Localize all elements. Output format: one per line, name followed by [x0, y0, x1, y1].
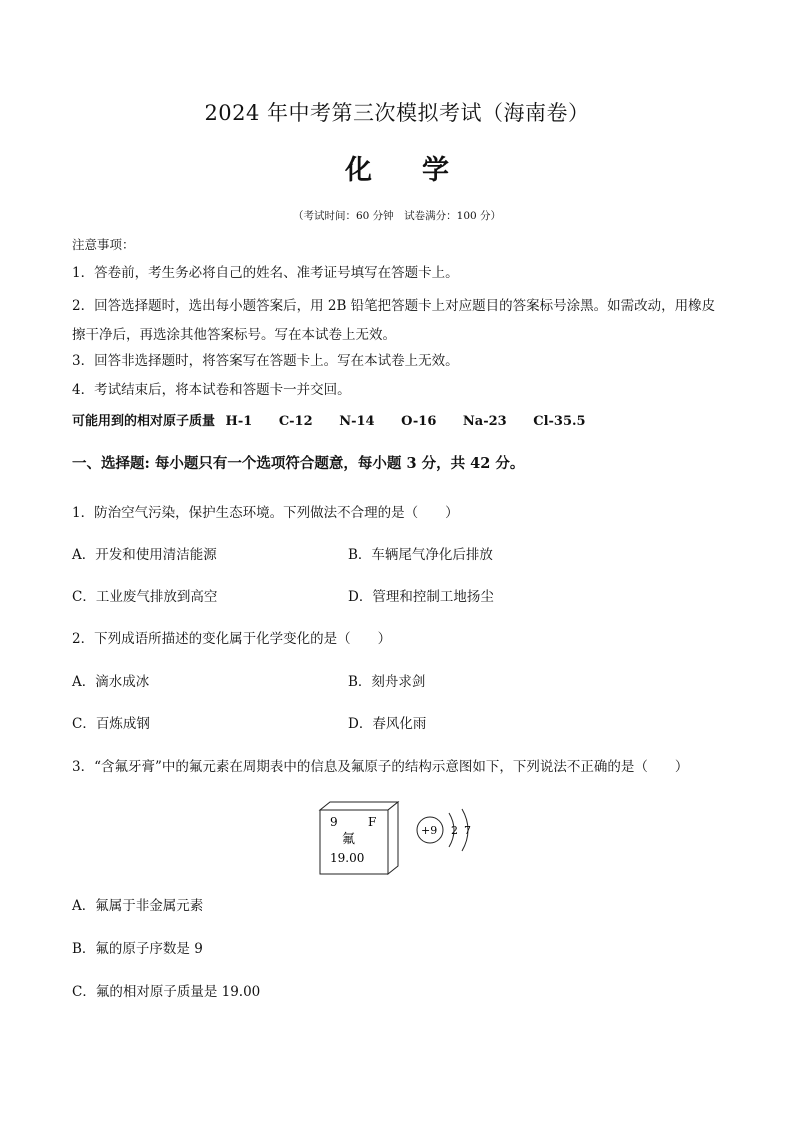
atomic-mass-na: Na-23: [462, 414, 507, 429]
nucleus-charge: +9: [421, 824, 438, 837]
section-heading: [72, 452, 524, 473]
atomic-mass-c: C-12: [278, 414, 313, 429]
question-1-option-b: B．车辆尾气净化后排放: [348, 547, 493, 563]
notice-title: 注意事项：: [72, 237, 135, 252]
element-number: 9: [330, 815, 338, 829]
question-3-option-b: B．氟的原子序数是 9: [72, 941, 203, 957]
atom-structure: [417, 809, 471, 851]
question-1-stem: 1．防治空气污染，保护生态环境。下列做法不合理的是（ ）: [72, 505, 459, 521]
atomic-masses-label: 可能用到的相对原子质量: [72, 414, 216, 429]
notice-item-2: 2．回答选择题时，选出每小题答案后，用 2B 铅笔把答题卡上对应题目的答案标号涂黑。如需改动，用橡皮擦干净后，再选涂其他答案标号。写在本试卷上无效。: [72, 298, 716, 343]
atomic-mass-n: N-14: [339, 414, 375, 429]
exam-info: （考试时间：60 分钟 试卷满分：100 分）: [292, 210, 502, 222]
question-3-option-c: C．氟的相对原子质量是 19.00: [72, 984, 261, 1000]
question-2-option-a: A．滴水成冰: [72, 674, 150, 690]
element-mass: 19.00: [330, 851, 365, 865]
element-symbol: F: [368, 815, 377, 829]
fluorine-diagram: [318, 796, 478, 876]
question-1-option-c: C．工业废气排放到高空: [72, 589, 218, 605]
shell-2-electrons: 7: [464, 824, 471, 837]
question-1-option-d: D．管理和控制工地扬尘: [348, 589, 494, 605]
question-3-option-a: A．氟属于非金属元素: [72, 898, 204, 914]
exam-title: 2024 年中考第三次模拟考试（海南卷）: [204, 101, 590, 125]
notice-item-3: 3．回答非选择题时，将答案写在答题卡上。写在本试卷上无效。: [72, 353, 459, 369]
section-description: 每小题只有一个选项符合题意，每小题 3 分，共 42 分。: [154, 455, 525, 472]
element-name: 氟: [342, 832, 356, 847]
atomic-mass-o: O-16: [401, 414, 437, 429]
atomic-mass-cl: Cl-35.5: [533, 414, 586, 429]
subject-title: 化学: [345, 155, 499, 186]
element-card: [320, 802, 398, 874]
atomic-masses: [72, 410, 608, 429]
atomic-mass-h: H-1: [225, 414, 253, 429]
question-2-option-c: C．百炼成钢: [72, 716, 150, 732]
question-2-option-d: D．春风化雨: [348, 716, 427, 732]
shell-1-electrons: 2: [451, 824, 458, 837]
section-heading-label: 一、选择题:: [72, 455, 150, 472]
notice-item-1: 1．答卷前，考生务必将自己的姓名、准考证号填写在答题卡上。: [72, 265, 459, 281]
question-3-stem: 3．“含氟牙膏”中的氟元素在周期表中的信息及氟原子的结构示意图如下，下列说法不正确的是（ ）: [72, 759, 689, 775]
notice-item-4: 4．考试结束后，将本试卷和答题卡一并交回。: [72, 382, 351, 398]
question-1-option-a: A．开发和使用清洁能源: [72, 547, 217, 563]
question-2-stem: 2．下列成语所描述的变化属于化学变化的是（ ）: [72, 631, 392, 647]
question-2-option-b: B．刻舟求剑: [348, 674, 426, 690]
